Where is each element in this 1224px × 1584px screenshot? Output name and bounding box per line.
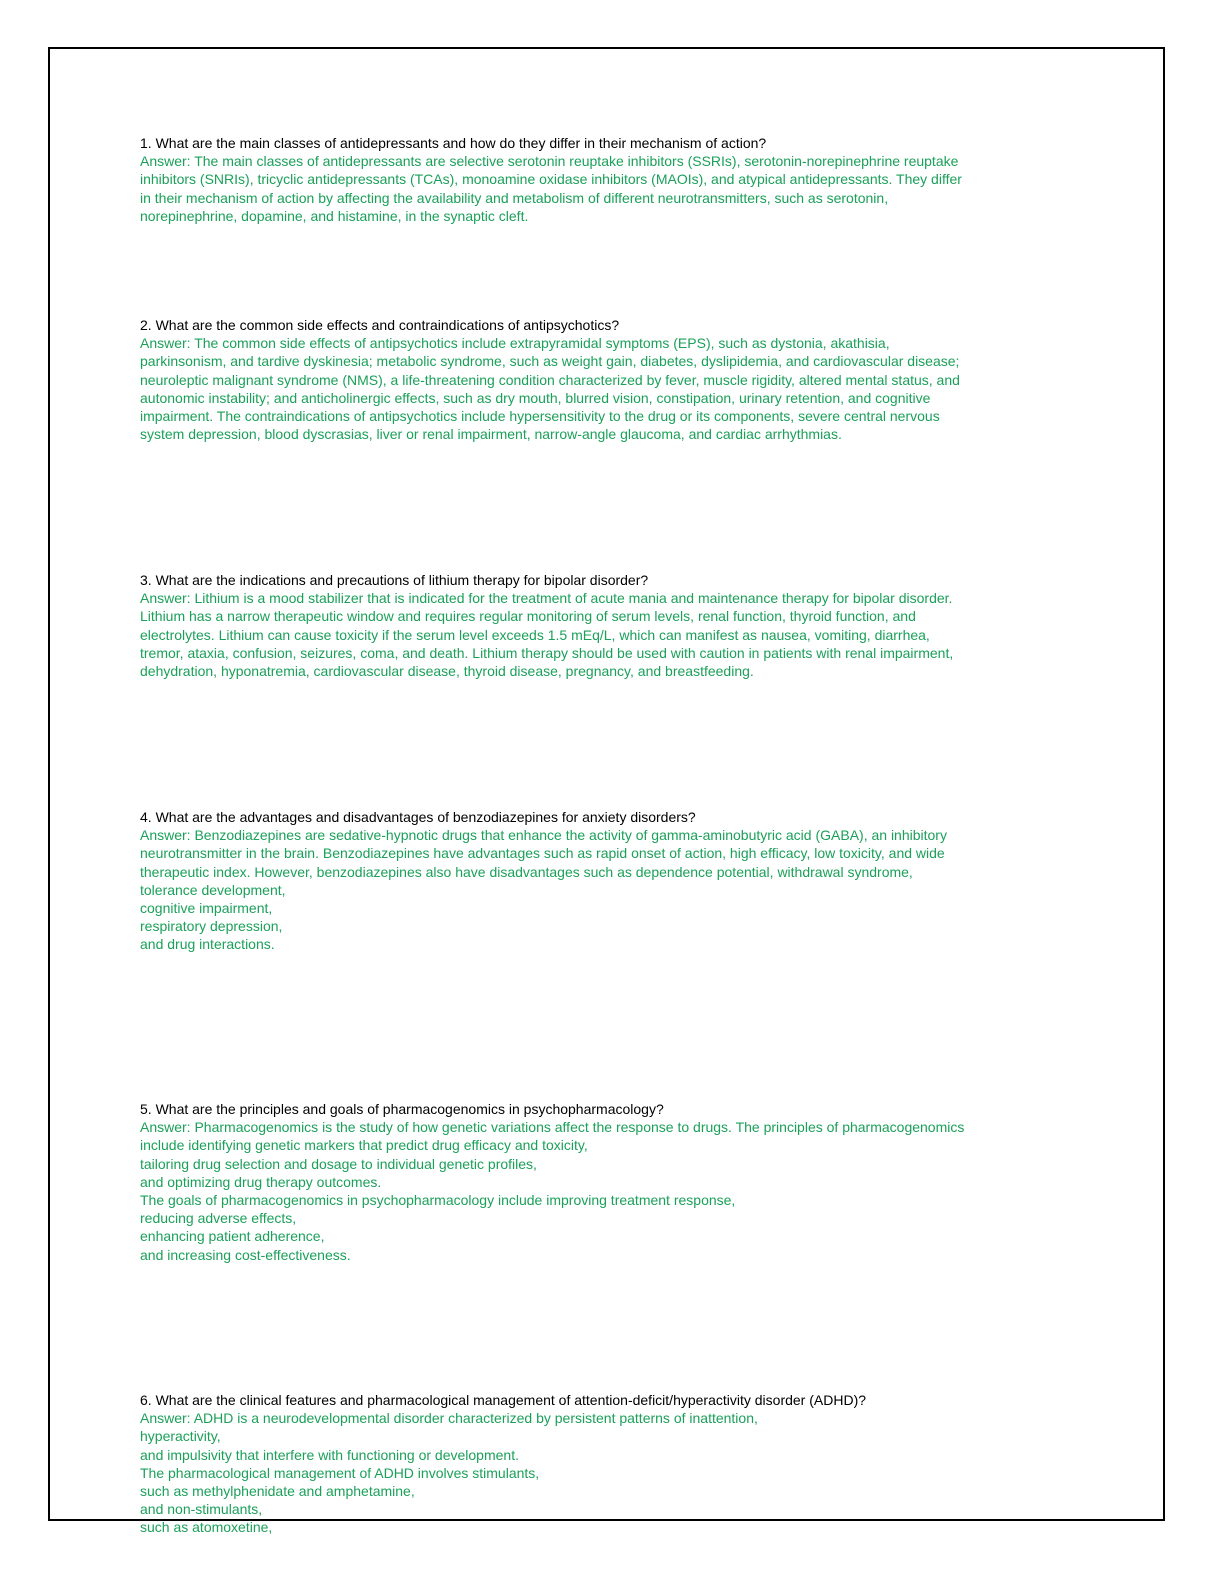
- answer-line: The goals of pharmacogenomics in psychopharmacology include improving treatment response,: [140, 1192, 736, 1209]
- answer-line: Answer: Benzodiazepines are sedative-hypnotic drugs that enhance the activity of gamma-aminobutyric acid (GABA), an inhibitory: [140, 827, 947, 844]
- answer-line: tolerance development,: [140, 881, 286, 898]
- answer-line: in their mechanism of action by affecting the availability and metabolism of different neurotransmitters, such as serotonin,: [140, 189, 889, 206]
- answer-line: such as methylphenidate and amphetamine,: [140, 1483, 415, 1500]
- answer-line: enhancing patient adherence,: [140, 1228, 325, 1245]
- answer-line: impairment. The contraindications of antipsychotics include hypersensitivity to the drug or its components, severe central nervous: [140, 408, 940, 425]
- qa-block-1: [140, 134, 1080, 225]
- qa-block-4: [140, 808, 1080, 954]
- answer-line: reducing adverse effects,: [140, 1210, 297, 1227]
- answer-line: neuroleptic malignant syndrome (NMS), a life-threatening condition characterized by fever, muscle rigidity, altered mental status, and: [140, 371, 960, 388]
- answer-line: norepinephrine, dopamine, and histamine, in the synaptic cleft.: [140, 207, 529, 224]
- question-text: 6. What are the clinical features and pharmacological management of attention-deficit/hyperactivity disorder (ADHD)?: [140, 1392, 867, 1408]
- page-border: [48, 47, 1165, 1521]
- answer-line: Answer: ADHD is a neurodevelopmental disorder characterized by persistent patterns of inattention,: [140, 1410, 758, 1427]
- question-text: 4. What are the advantages and disadvantages of benzodiazepines for anxiety disorders?: [140, 809, 696, 825]
- answer-line: tremor, ataxia, confusion, seizures, coma, and death. Lithium therapy should be used with caution in patients with renal impairment,: [140, 644, 954, 661]
- answer-line: and non-stimulants,: [140, 1501, 263, 1518]
- answer-line: dehydration, hyponatremia, cardiovascular disease, thyroid disease, pregnancy, and breastfeeding.: [140, 663, 754, 680]
- answer-line: neurotransmitter in the brain. Benzodiazepines have advantages such as rapid onset of action, high efficacy, low toxicity, and wide: [140, 845, 945, 862]
- answer-line: cognitive impairment,: [140, 900, 273, 917]
- answer-line: inhibitors (SNRIs), tricyclic antidepressants (TCAs), monoamine oxidase inhibitors (MAOIs), and atypical antidepressants. They differ: [140, 171, 962, 188]
- answer-line: parkinsonism, and tardive dyskinesia; metabolic syndrome, such as weight gain, diabetes, dyslipidemia, and cardiovascular disease;: [140, 353, 960, 370]
- answer-line: such as atomoxetine,: [140, 1519, 273, 1536]
- answer-line: respiratory depression,: [140, 918, 283, 935]
- answer-line: The pharmacological management of ADHD involves stimulants,: [140, 1464, 540, 1481]
- answer-line: include identifying genetic markers that predict drug efficacy and toxicity,: [140, 1137, 588, 1154]
- answer-line: Lithium has a narrow therapeutic window and requires regular monitoring of serum levels, renal function, thyroid function, and: [140, 608, 916, 625]
- answer-line: hyperactivity,: [140, 1428, 221, 1445]
- answer-line: electrolytes. Lithium can cause toxicity if the serum level exceeds 1.5 mEq/L, which can manifest as nausea, vomiting, diarrhea,: [140, 626, 930, 643]
- answer-line: and drug interactions.: [140, 936, 275, 953]
- answer-line: Answer: The main classes of antidepressants are selective serotonin reuptake inhibitors (SSRIs), serotonin-norepinephrine reuptake: [140, 153, 959, 170]
- question-text: 3. What are the indications and precautions of lithium therapy for bipolar disorder?: [140, 572, 649, 588]
- answer-line: tailoring drug selection and dosage to individual genetic profiles,: [140, 1155, 537, 1172]
- answer-line: Answer: Pharmacogenomics is the study of how genetic variations affect the response to drugs. The principles of pharmacogenomics: [140, 1119, 965, 1136]
- qa-block-3: [140, 571, 1080, 680]
- answer-line: therapeutic index. However, benzodiazepines also have disadvantages such as dependence potential, withdrawal syndrome,: [140, 863, 913, 880]
- question-text: 2. What are the common side effects and contraindications of antipsychotics?: [140, 317, 620, 333]
- answer-line: and optimizing drug therapy outcomes.: [140, 1173, 382, 1190]
- answer-line: and impulsivity that interfere with functioning or development.: [140, 1446, 519, 1463]
- answer-line: Answer: Lithium is a mood stabilizer that is indicated for the treatment of acute mania and maintenance therapy for bipolar disorder.: [140, 590, 953, 607]
- answer-line: Answer: The common side effects of antipsychotics include extrapyramidal symptoms (EPS), such as dystonia, akathisia,: [140, 335, 890, 352]
- question-text: 1. What are the main classes of antidepressants and how do they differ in their mechanism of action?: [140, 135, 767, 151]
- qa-block-2: [140, 316, 1080, 443]
- answer-line: system depression, blood dyscrasias, liver or renal impairment, narrow-angle glaucoma, and cardiac arrhythmias.: [140, 426, 842, 443]
- question-text: 5. What are the principles and goals of pharmacogenomics in psychopharmacology?: [140, 1101, 664, 1117]
- qa-block-6: [140, 1391, 1080, 1537]
- answer-line: autonomic instability; and anticholinergic effects, such as dry mouth, blurred vision, constipation, urinary retention, and cognitive: [140, 389, 931, 406]
- qa-block-5: [140, 1100, 1080, 1264]
- answer-line: and increasing cost-effectiveness.: [140, 1246, 351, 1263]
